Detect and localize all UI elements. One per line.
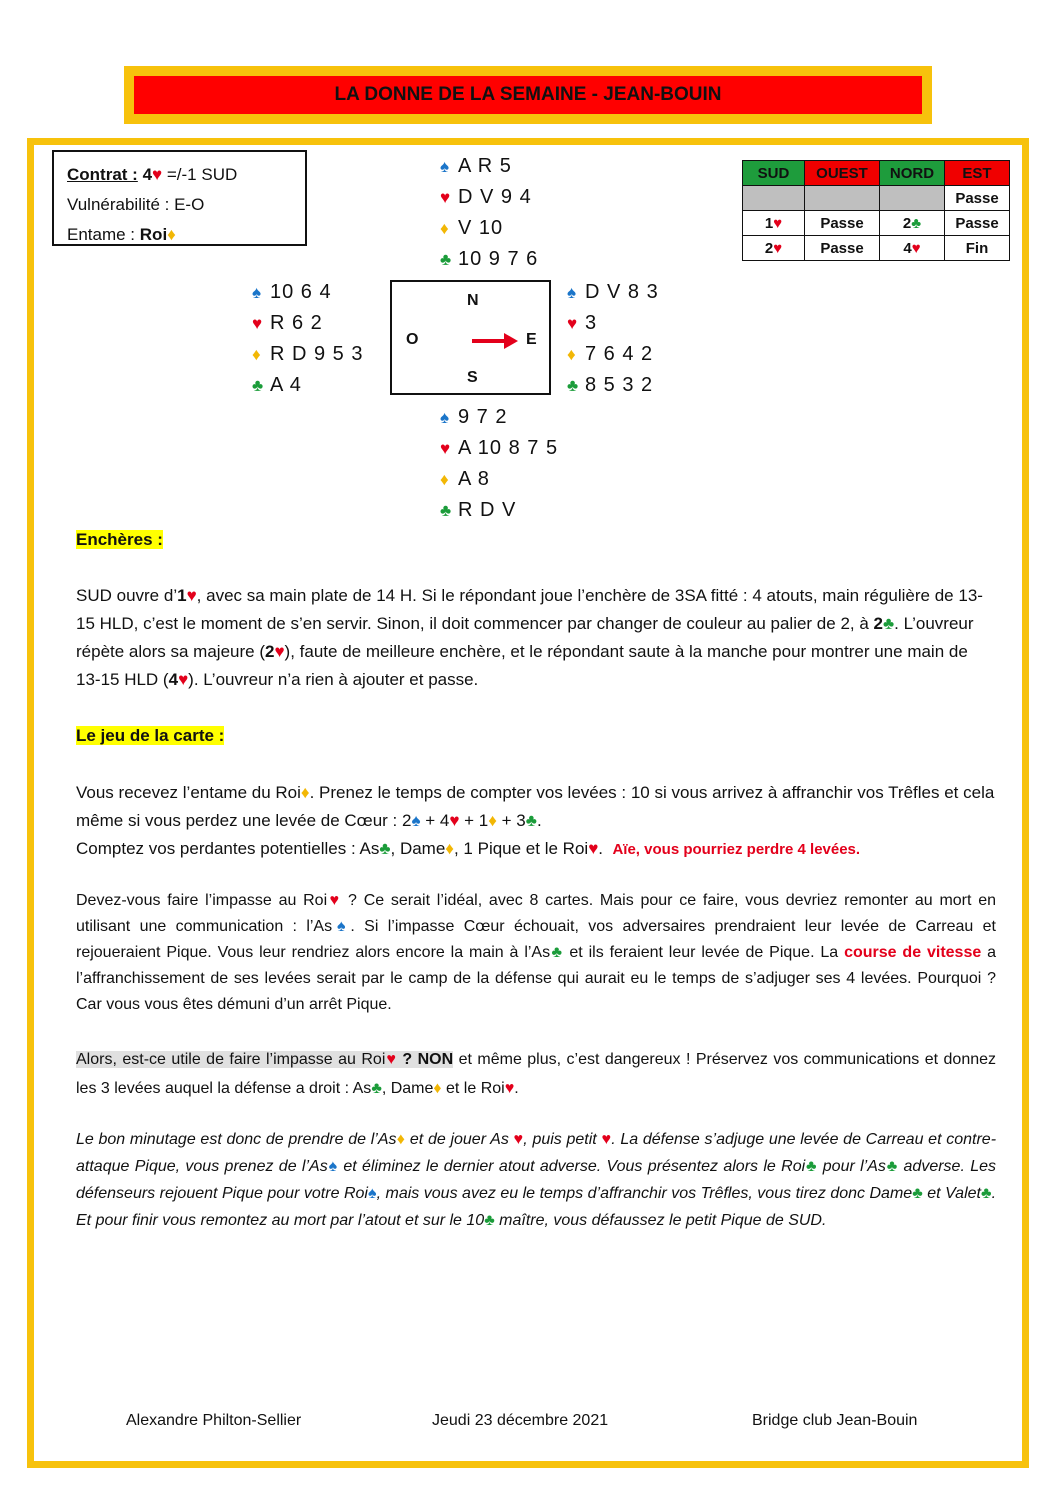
contract-box: [52, 150, 307, 246]
footer-author: Alexandre Philton-Sellier: [126, 1412, 302, 1429]
compass-south: S: [467, 369, 478, 386]
heart-icon: ♥: [252, 314, 264, 333]
spade-icon: ♠: [440, 408, 451, 427]
spade-icon: ♠: [411, 811, 421, 830]
north-spades: A R 5: [458, 155, 512, 177]
heart-icon: ♥: [327, 892, 342, 909]
lead-card: Roi: [139, 225, 168, 244]
bidding-header-sud: SUD: [743, 161, 805, 186]
south-diamonds: A 8: [458, 468, 490, 490]
club-icon: ♣: [525, 811, 537, 830]
bidding-cell: 2♥: [743, 236, 805, 261]
hand-south: [440, 402, 558, 526]
jeu-paragraph-1: Vous recevez l’entame du Roi♦. Prenez le temps de compter vos levées : 10 si vous arrivez à affranchir vos Trêfles et cela même si vous perdez une levée de Cœur : 2♠ + 4♥ + 1♦ + 3♣. Comptez vos perdantes potentielles : As♣, Dame♦, 1 Pique et le Roi♥. Aïe, vous pourriez perdre 4 levées.: [76, 783, 995, 858]
bidding-cell: 2♣: [880, 211, 945, 236]
east-spades: D V 8 3: [585, 281, 659, 303]
west-diamonds: R D 9 5 3: [270, 343, 364, 365]
heart-icon: ♥: [773, 239, 783, 257]
spade-icon: ♠: [367, 1185, 377, 1202]
bidding-cell: [743, 186, 805, 211]
title-banner: [124, 66, 932, 124]
diamond-icon: ♦: [167, 225, 176, 244]
lead-label: Entame :: [67, 225, 136, 244]
club-icon: ♣: [440, 501, 453, 520]
heart-icon: ♥: [773, 214, 783, 232]
spade-icon: ♠: [252, 283, 263, 302]
jeu-paragraph-3: Alors, est-ce utile de faire l’impasse au Roi♥ ? NON et même plus, c’est dangereux ! Préservez vos communications et donnez les 3 levées auquel la défense a droit : As♣, Dame♦ et le Roi♥.: [76, 1051, 997, 1097]
hand-west: [252, 277, 363, 401]
compass-box: [390, 280, 551, 395]
compass-west: O: [406, 331, 419, 348]
south-hearts: A 10 8 7 5: [458, 437, 559, 459]
hand-north: [440, 151, 538, 275]
east-diamonds: 7 6 4 2: [585, 343, 654, 365]
bidding-cell: Passe: [805, 236, 880, 261]
diamond-icon: ♦: [488, 811, 497, 830]
lead-line: [67, 220, 305, 250]
bidding-cell: [805, 186, 880, 211]
heart-icon: ♥: [911, 239, 921, 257]
contract-line: [67, 160, 305, 190]
club-icon: ♣: [883, 614, 895, 633]
bidding-table: [742, 160, 1010, 261]
club-icon: ♣: [371, 1080, 382, 1097]
heart-icon: ♥: [449, 811, 460, 830]
north-hearts: D V 9 4: [458, 186, 532, 208]
compass-north: N: [467, 292, 479, 309]
page-title: LA DONNE DE LA SEMAINE - JEAN-BOUIN: [134, 76, 922, 114]
section-heading-jeu: Le jeu de la carte :: [76, 726, 225, 745]
diamond-icon: ♦: [252, 345, 262, 364]
club-icon: ♣: [980, 1185, 992, 1202]
compass-east: E: [526, 331, 537, 348]
club-icon: ♣: [252, 376, 265, 395]
diamond-icon: ♦: [445, 839, 454, 858]
section-heading-encheres: Enchères :: [76, 530, 163, 549]
hand-east: [567, 277, 659, 401]
bidding-cell: Fin: [945, 236, 1010, 261]
club-icon: ♣: [911, 214, 922, 232]
spade-icon: ♠: [332, 918, 351, 935]
west-spades: 10 6 4: [270, 281, 332, 303]
arrow-right-icon: [472, 331, 520, 351]
heart-icon: ♥: [504, 1080, 515, 1097]
bidding-header-nord: NORD: [880, 161, 945, 186]
south-clubs: R D V: [458, 499, 517, 521]
spade-icon: ♠: [440, 157, 451, 176]
bidding-cell: Passe: [945, 211, 1010, 236]
bidding-header-row: [743, 161, 1010, 186]
club-icon: ♣: [484, 1212, 495, 1229]
spade-icon: ♠: [327, 1158, 338, 1175]
bidding-cell: Passe: [805, 211, 880, 236]
south-spades: 9 7 2: [458, 406, 508, 428]
club-icon: ♣: [912, 1185, 923, 1202]
club-icon: ♣: [379, 839, 391, 858]
course-de-vitesse: course de vitesse: [844, 944, 982, 961]
diamond-icon: ♦: [396, 1131, 406, 1148]
footer-club: Bridge club Jean-Bouin: [752, 1412, 918, 1429]
bidding-header-ouest: OUEST: [805, 161, 880, 186]
vulnerability: Vulnérabilité : E-O: [67, 195, 205, 214]
heart-icon: ♥: [567, 314, 579, 333]
north-diamonds: V 10: [458, 217, 504, 239]
club-icon: ♣: [550, 944, 564, 961]
contract-result: =/-1 SUD: [166, 165, 238, 184]
spade-icon: ♠: [567, 283, 578, 302]
bidding-cell: 4♥: [880, 236, 945, 261]
club-icon: ♣: [567, 376, 580, 395]
bidding-cell: 1♥: [743, 211, 805, 236]
club-icon: ♣: [805, 1158, 818, 1175]
heart-icon: ♥: [588, 839, 599, 858]
alert-text: Aïe, vous pourriez perdre 4 levées.: [612, 841, 861, 858]
north-clubs: 10 9 7 6: [458, 248, 539, 270]
heart-icon: ♥: [385, 1051, 397, 1068]
east-clubs: 8 5 3 2: [585, 374, 654, 396]
heart-icon: ♥: [178, 670, 189, 689]
heart-icon: ♥: [513, 1131, 524, 1148]
west-hearts: R 6 2: [270, 312, 323, 334]
diamond-icon: ♦: [440, 470, 450, 489]
club-icon: ♣: [440, 250, 453, 269]
diamond-icon: ♦: [567, 345, 577, 364]
east-hearts: 3: [585, 312, 598, 334]
heart-icon: ♥: [186, 586, 197, 605]
footer-date: Jeudi 23 décembre 2021: [432, 1412, 609, 1429]
heart-icon: ♥: [152, 165, 163, 184]
diamond-icon: ♦: [440, 219, 450, 238]
diamond-icon: ♦: [300, 783, 310, 802]
jeu-paragraph-2: Devez-vous faire l’impasse au Roi♥ ? Ce serait l’idéal, avec 8 cartes. Mais pour ce faire, vous devriez remonter au mort en utilisant une communication : l’As♠. Si l’impasse Cœur échouait, vos adversaires prendraient leur levée de Carreau et rejoueraient Pique. Vous leur rendriez alors encore la main à l’As♣ et ils feraient leur levée de Pique. La course de vitesse a l’affranchissement de ses levées serait par le camp de la défense qui aurait eu le temps de s’adjuger ses 4 levées. Pourquoi ? Car vous vous êtes démuni d’un arrêt Pique.: [76, 892, 997, 1013]
contract-label: Contrat :: [67, 165, 138, 184]
bidding-cell: Passe: [945, 186, 1010, 211]
bidding-cell: [880, 186, 945, 211]
encheres-paragraph: SUD ouvre d’1♥, avec sa main plate de 14 H. Si le répondant joue l’enchère de 3SA fitté : 4 atouts, main régulière de 13-15 HLD, c’est le moment de s’en servir. Sinon, il doit commencer par changer de couleur au palier de 2, à 2♣. L’ouvreur répète alors sa majeure (2♥), faute de meilleure enchère, et le répondant saute à la manche pour montrer une main de 13-15 HLD (4♥). L’ouvreur n’a rien à ajouter et passe.: [76, 586, 983, 689]
bidding-row: [743, 186, 1010, 211]
heart-icon: ♥: [274, 642, 285, 661]
heart-icon: ♥: [440, 188, 452, 207]
jeu-paragraph-4: Le bon minutage est donc de prendre de l’As♦ et de jouer As ♥, puis petit ♥. La défense s’adjuge une levée de Carreau et contre-attaque Pique, vous prenez de l’As♠ et éliminez le dernier atout adverse. Vous présentez alors le Roi♣ pour l’As♣ adverse. Les défenseurs rejouent Pique pour votre Roi♠, mais vous avez eu le temps d’affranchir vos Trêfles, vous tirez donc Dame♣ et Valet♣. Et pour finir vous remontez au mort par l’atout et sur le 10♣ maître, vous défaussez le petit Pique de SUD.: [76, 1131, 997, 1229]
heart-icon: ♥: [601, 1131, 612, 1148]
diamond-icon: ♦: [433, 1080, 442, 1097]
club-icon: ♣: [885, 1158, 899, 1175]
west-clubs: A 4: [270, 374, 302, 396]
bidding-header-est: EST: [945, 161, 1010, 186]
heart-icon: ♥: [440, 439, 452, 458]
bidding-row: [743, 236, 1010, 261]
bidding-row: [743, 211, 1010, 236]
contract-level: 4: [142, 165, 153, 184]
